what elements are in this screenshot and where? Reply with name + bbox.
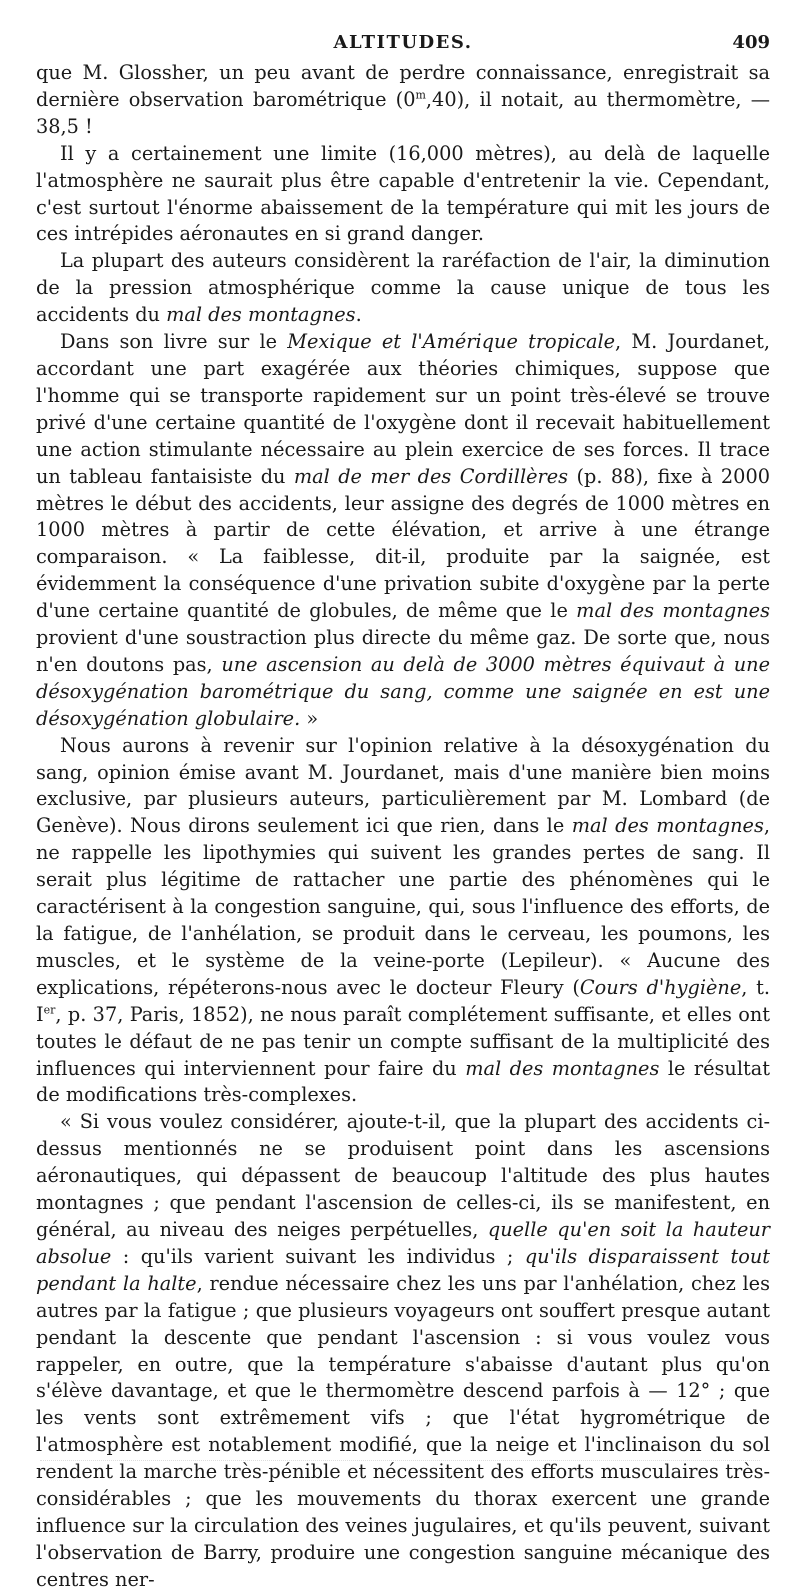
- italic-phrase: Cours d'hygiène: [579, 975, 742, 999]
- text-run: .: [355, 303, 362, 327]
- text-run: La plupart des auteurs considèrent la raréfaction de l'air, la diminution de la pression atmosphérique comme la cause unique de tous les accidents du: [36, 249, 770, 327]
- text-run: Dans son livre sur le: [60, 330, 288, 354]
- paragraph-p1: [36, 60, 770, 141]
- running-header: [36, 28, 770, 60]
- italic-phrase: mal des montagnes: [576, 599, 770, 623]
- text-run: le résultat de modifications très-complexes.: [36, 1056, 770, 1107]
- book-page: [36, 28, 770, 1594]
- italic-phrase: Mexique et l'Amérique tropicale: [287, 330, 616, 354]
- superscript: er: [43, 1003, 56, 1017]
- text-run: , p. 37, Paris, 1852), ne nous paraît complétement suffisante, et elles ont toutes le défaut de ne pas tenir un compte suffisant de la multiplicité des influences qui interviennent pour faire du: [36, 1002, 770, 1080]
- text-run: (p. 88), fixe à 2000 mètres le début des accidents, leur assigne des degrés de 1000 mètres en 1000 mètres à partir de cette élévation, et arrive à une étrange comparaison. « La faiblesse, dit-il, produite par la saignée, est évidemment la conséquence d'une privation subite d'oxygène par la perte d'une certaine quantité de globules, de même que le: [36, 464, 770, 623]
- italic-phrase: mal de mer des Cordillères: [293, 464, 569, 488]
- paragraph-p5: [36, 733, 770, 1110]
- text-run: : qu'ils varient suivant les individus ;: [111, 1244, 525, 1268]
- text-run: Il y a certainement une limite (16,000 mètres), au delà de laquelle l'atmosphère ne saurait plus être capable d'entretenir la vie. Cependant, c'est surtout l'énorme abaissement de la température qui mit les jours de ces intrépides aéronautes en si grand danger.: [36, 141, 770, 246]
- text-run: »: [300, 706, 319, 730]
- italic-phrase: mal des montagnes: [571, 814, 764, 838]
- text-run: , ne rappelle les lipothymies qui suivent les grandes pertes de sang. Il serait plus légitime de rattacher une partie des phénomènes qui le caractérisent à la congestion sanguine, qui, sous l'influence des efforts, de la fatigue, de l'anhélation, se produit dans le cerveau, les poumons, les muscles, et le système de la veine-porte (Lepileur). « Aucune des explications, répéterons-nous avec le docteur Fleury (: [36, 814, 770, 999]
- paragraph-p6: [36, 1109, 770, 1593]
- paragraph-p2: [36, 141, 770, 249]
- page-number: 409: [732, 32, 770, 53]
- italic-phrase: mal des montagnes: [166, 303, 356, 327]
- italic-phrase: quelle qu'en soit la hauteur absolue: [36, 1217, 770, 1268]
- text-run: , rendue nécessaire chez les uns par l'anhélation, chez les autres par la fatigue ; que plusieurs voyageurs ont souffert presque autant pendant la descente que pendant l'ascension : si vous voulez vous rappeler, en outre, que la température s'abaisse d'autant plus qu'on s'élève davantage, et que le thermomètre descend parfois à — 12° ; que les vents sont extrêmement vifs ; que l'état hygrométrique de l'atmosphère est notablement modifié, que la neige et l'inclinaison du sol rendent la marche très-pénible et nécessitent des efforts musculaires très-considérables ; que les mouvements du thorax exercent une grande influence sur la circulation des veines jugulaires, et qu'ils peuvent, suivant l'observation de Barry, produire une congestion sanguine mécanique des centres ner-: [36, 1271, 770, 1591]
- running-title: ALTITUDES.: [333, 32, 473, 53]
- text-run: , t. I: [36, 975, 770, 1026]
- superscript: m: [415, 88, 426, 102]
- text-run: que M. Glossher, un peu avant de perdre connaissance, enregistrait sa dernière observation barométrique (0: [36, 61, 770, 111]
- text-run: « Si vous voulez considérer, ajoute-t-il, que la plupart des accidents ci-dessus mentionnés ne se produisent point dans les ascensions aéronautiques, qui dépassent de beaucoup l'altitude des plus hautes montagnes ; que pendant l'ascension de celles-ci, ils se manifestent, en général, au niveau des neiges perpétuelles,: [36, 1110, 770, 1241]
- paragraph-p4: [36, 329, 770, 733]
- text-run: provient d'une soustraction plus directe du même gaz. De sorte que, nous n'en doutons pas,: [36, 626, 770, 676]
- italic-phrase: une ascension au delà de 3000 mètres équivaut à une désoxygénation barométrique du sang, comme une saignée en est une désoxygénation globulaire.: [36, 652, 770, 730]
- italic-phrase: mal des montagnes: [465, 1056, 660, 1080]
- text-run: ,40), il notait, au thermomètre, — 38,5 !: [36, 87, 771, 138]
- text-run: Nous aurons à revenir sur l'opinion relative à la désoxygénation du sang, opinion émise avant M. Jourdanet, mais d'une manière bien moins exclusive, par plusieurs auteurs, particulièrement par M. Lombard (de Genève). Nous dirons seulement ici que rien, dans le: [36, 733, 770, 838]
- paragraph-p3: [36, 248, 770, 329]
- body-text: [36, 60, 770, 1594]
- italic-phrase: qu'ils disparaissent tout pendant la halte: [36, 1244, 770, 1295]
- text-run: , M. Jourdanet, accordant une part exagérée aux théories chimiques, suppose que l'homme qui se transporte rapidement sur un point très-élevé se trouve privé d'une certaine quantité de l'oxygène dont il recevait habituellement une action stimulante nécessaire au plein exercice de ses forces. Il trace un tableau fantaisiste du: [36, 330, 770, 488]
- page-bottom-rule: [40, 1460, 760, 1461]
